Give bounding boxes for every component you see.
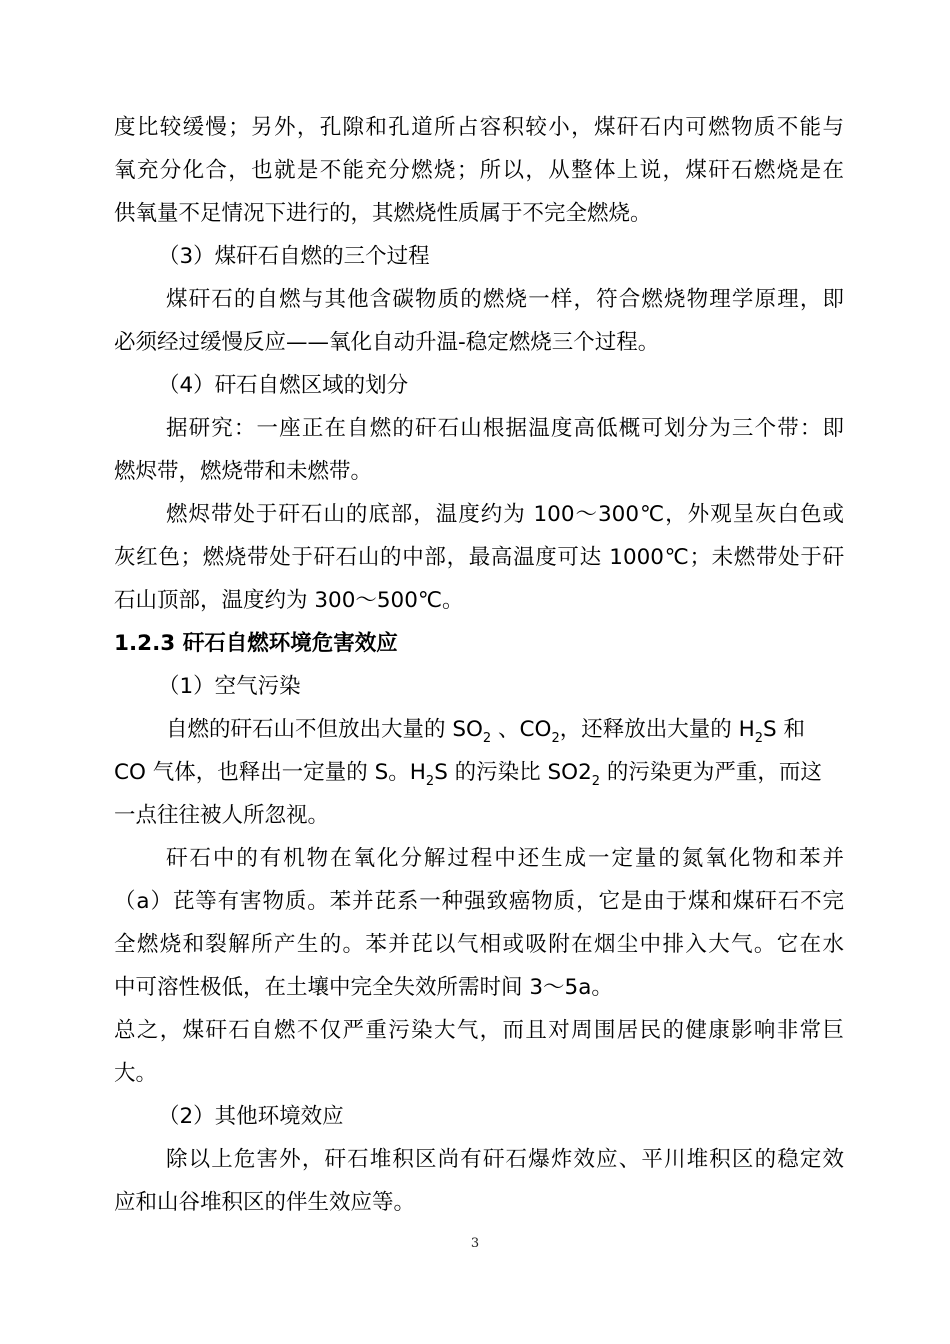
body-line: 矸石中的有机物在氧化分解过程中还生成一定量的氮氧化物和苯并 xyxy=(166,846,844,871)
body-line: 总之，煤矸石自燃不仅严重污染大气，而且对周围居民的健康影响非常巨 xyxy=(114,1018,844,1043)
body-line: 一点往往被人所忽视。 xyxy=(114,803,330,828)
page-number: 3 xyxy=(470,1236,480,1251)
body-line: 应和山谷堆积区的伴生效应等。 xyxy=(114,1190,416,1215)
body-line: 供氧量不足情况下进行的，其燃烧性质属于不完全燃烧。 xyxy=(114,201,652,226)
body-line: 必须经过缓慢反应——氧化自动升温-稳定燃烧三个过程。 xyxy=(114,330,660,355)
body-line: 石山顶部，温度约为 300～500℃。 xyxy=(114,588,464,613)
subscript: 2 xyxy=(754,731,764,745)
body-line: 氧充分化合，也就是不能充分燃烧；所以，从整体上说，煤矸石燃烧是在 xyxy=(114,158,844,183)
body-line: 据研究：一座正在自燃的矸石山根据温度高低概可划分为三个带：即 xyxy=(166,416,844,441)
body-line: 除以上危害外，矸石堆积区尚有矸石爆炸效应、平川堆积区的稳定效 xyxy=(166,1147,844,1172)
body-line: 燃烬带处于矸石山的底部，温度约为 100～300℃，外观呈灰白色或 xyxy=(166,502,844,527)
text-run: 、CO xyxy=(491,717,552,742)
body-line: 煤矸石的自燃与其他含碳物质的燃烧一样，符合燃烧物理学原理，即 xyxy=(166,287,844,312)
subscript: 2 xyxy=(425,774,435,788)
subscript: 2 xyxy=(482,731,492,745)
body-line: 灰红色；燃烧带处于矸石山的中部，最高温度可达 1000℃；未燃带处于矸 xyxy=(114,545,844,570)
body-line: 全燃烧和裂解所产生的。苯并芘以气相或吸附在烟尘中排入大气。它在水 xyxy=(114,932,844,957)
body-line: 中可溶性极低，在土壤中完全失效所需时间 3～5a。 xyxy=(114,975,613,1000)
text-run: CO 气体，也释出一定量的 S。H xyxy=(114,760,426,785)
text-run: ，还释放出大量的 H xyxy=(559,717,755,742)
text-run: S 的污染比 SO2 xyxy=(434,760,592,785)
body-line: （a）芘等有害物质。苯并芘系一种强致癌物质，它是由于煤和煤矸石不完 xyxy=(114,889,844,914)
text-run: 的污染更为严重，而这 xyxy=(600,760,822,785)
text-run: 自燃的矸石山不但放出大量的 SO xyxy=(166,717,483,742)
text-run: S 和 xyxy=(763,717,806,742)
subscript: 2 xyxy=(591,774,601,788)
section-heading: （1）空气污染 xyxy=(158,674,301,699)
section-heading: （4）矸石自燃区域的划分 xyxy=(158,373,409,398)
body-line xyxy=(114,758,844,788)
body-line: 大。 xyxy=(114,1061,158,1086)
subscript: 2 xyxy=(551,731,560,745)
section-heading: （2）其他环境效应 xyxy=(158,1104,344,1129)
body-line xyxy=(166,715,844,745)
section-heading: （3）煤矸石自燃的三个过程 xyxy=(158,244,430,269)
subsection-heading: 1.2.3 矸石自燃环境危害效应 xyxy=(114,631,398,656)
body-line: 燃烬带，燃烧带和未燃带。 xyxy=(114,459,373,484)
body-line: 度比较缓慢；另外，孔隙和孔道所占容积较小，煤矸石内可燃物质不能与 xyxy=(114,115,844,140)
